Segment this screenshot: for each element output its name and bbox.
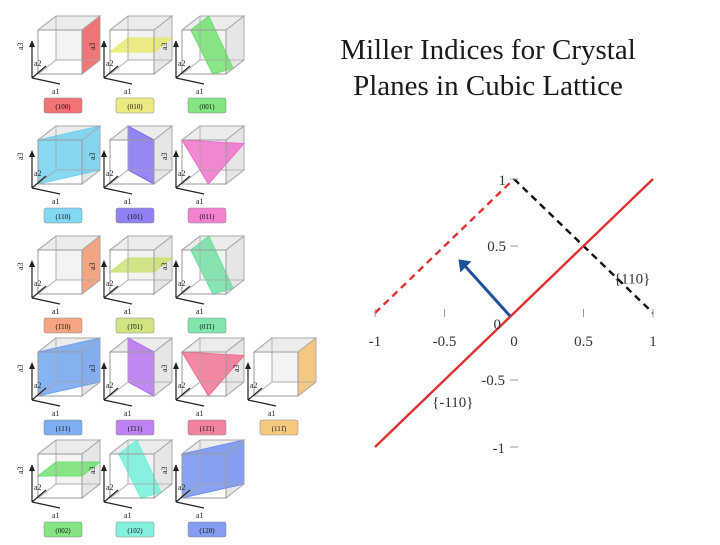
slide-title — [318, 32, 658, 104]
axis-label-a2: a2 — [106, 279, 114, 288]
miller-label: (010) — [127, 103, 143, 111]
x-tick-label: 1 — [649, 334, 657, 350]
axis-label-a3: a3 — [16, 262, 25, 270]
axis-label-a2: a2 — [34, 381, 42, 390]
crystal-cube — [88, 338, 172, 435]
axis-label-a2: a2 — [34, 483, 42, 492]
y-tick-label: -0.5 — [481, 373, 505, 389]
axis-label-a1: a1 — [52, 307, 60, 316]
axis-label-a1: a1 — [124, 511, 132, 520]
miller-label: (01̄1) — [199, 323, 215, 331]
x-tick-label: -1 — [368, 334, 382, 350]
axis-label-a2: a2 — [178, 59, 186, 68]
axis-label-a1: a1 — [52, 197, 60, 206]
crystal-cube — [160, 338, 244, 435]
axis-label-a2: a2 — [106, 483, 114, 492]
miller-cubes-grid — [0, 0, 330, 540]
axis-label-a1: a1 — [52, 87, 60, 96]
miller-label: (120) — [199, 527, 215, 535]
axis-label-a3: a3 — [16, 152, 25, 160]
crystal-cube — [16, 126, 100, 223]
crystal-cube — [88, 16, 172, 113]
axis-label-a2: a2 — [34, 279, 42, 288]
axis-label-a3: a3 — [16, 364, 25, 372]
plane-trace-plot — [350, 168, 690, 470]
axis-label-a1: a1 — [124, 307, 132, 316]
miller-label: (110) — [55, 213, 71, 221]
miller-label: (100) — [55, 103, 71, 111]
miller-label: (111̄) — [271, 425, 287, 433]
title-line-2: Planes in Cubic Lattice — [353, 70, 623, 102]
axis-label-a3: a3 — [160, 262, 169, 270]
axis-label-a2: a2 — [250, 381, 258, 390]
axis-label-a1: a1 — [196, 307, 204, 316]
y-tick-label: -1 — [492, 441, 505, 457]
crystal-cube — [16, 236, 100, 333]
miller-label: (1̄11) — [127, 425, 143, 433]
axis-label-a2: a2 — [106, 59, 114, 68]
miller-label: (001) — [199, 103, 215, 111]
axis-label-a2: a2 — [178, 169, 186, 178]
y-tick-label: 0.5 — [487, 239, 506, 255]
crystal-cube — [160, 236, 244, 333]
miller-label: (1̄01) — [127, 323, 143, 331]
miller-label: (002) — [55, 527, 71, 535]
axis-label-a1: a1 — [124, 87, 132, 96]
axis-label-a1: a1 — [196, 197, 204, 206]
axis-label-a3: a3 — [88, 152, 97, 160]
axis-label-a1: a1 — [196, 87, 204, 96]
axis-label-a3: a3 — [232, 364, 241, 372]
series-label-110: {110} — [613, 271, 651, 288]
axis-label-a3: a3 — [88, 466, 97, 474]
x-tick-label: 0.5 — [574, 334, 593, 350]
crystal-cube — [88, 440, 172, 537]
axis-label-a3: a3 — [160, 466, 169, 474]
axis-label-a2: a2 — [178, 381, 186, 390]
axis-label-a1: a1 — [196, 409, 204, 418]
crystal-cube — [160, 440, 244, 537]
crystal-cube — [160, 16, 244, 113]
series-label-neg110: {-110} — [432, 394, 474, 411]
axis-label-a3: a3 — [88, 364, 97, 372]
miller-label: (102) — [127, 527, 143, 535]
axis-label-a1: a1 — [268, 409, 276, 418]
axis-label-a3: a3 — [88, 42, 97, 50]
miller-label: (111) — [55, 425, 71, 433]
axis-label-a1: a1 — [124, 409, 132, 418]
axis-label-a2: a2 — [106, 169, 114, 178]
axis-label-a1: a1 — [52, 409, 60, 418]
x-tick-label: -0.5 — [432, 334, 457, 350]
axis-label-a2: a2 — [34, 169, 42, 178]
title-line-1: Miller Indices for Crystal — [340, 34, 636, 66]
miller-label: (11̄1) — [199, 425, 215, 433]
axis-label-a2: a2 — [106, 381, 114, 390]
crystal-cube — [88, 126, 172, 223]
axis-label-a1: a1 — [196, 511, 204, 520]
miller-label: (1̄10) — [55, 323, 71, 331]
miller-label: (011) — [199, 213, 215, 221]
axis-label-a3: a3 — [16, 466, 25, 474]
axis-label-a1: a1 — [52, 511, 60, 520]
miller-label: (101) — [127, 213, 143, 221]
crystal-cube — [16, 440, 100, 537]
y-tick-label: 1 — [498, 173, 506, 189]
normal-vector — [464, 265, 510, 316]
crystal-cube — [16, 16, 100, 113]
x-tick-label: 0 — [510, 334, 518, 350]
crystal-cube — [160, 126, 244, 223]
axis-label-a2: a2 — [178, 483, 186, 492]
axis-label-a3: a3 — [16, 42, 25, 50]
crystal-cube — [16, 338, 100, 435]
axis-label-a3: a3 — [88, 262, 97, 270]
plane-trace-neg110 — [375, 179, 653, 447]
crystal-cube — [88, 236, 172, 333]
plot-svg — [350, 168, 690, 470]
axis-label-a3: a3 — [160, 152, 169, 160]
cubes-svg — [0, 0, 330, 540]
axis-label-a3: a3 — [160, 364, 169, 372]
y-tick-label: 0 — [493, 317, 501, 333]
axis-label-a3: a3 — [160, 42, 169, 50]
axis-label-a1: a1 — [124, 197, 132, 206]
crystal-cube — [232, 338, 316, 435]
axis-label-a2: a2 — [178, 279, 186, 288]
axis-label-a2: a2 — [34, 59, 42, 68]
